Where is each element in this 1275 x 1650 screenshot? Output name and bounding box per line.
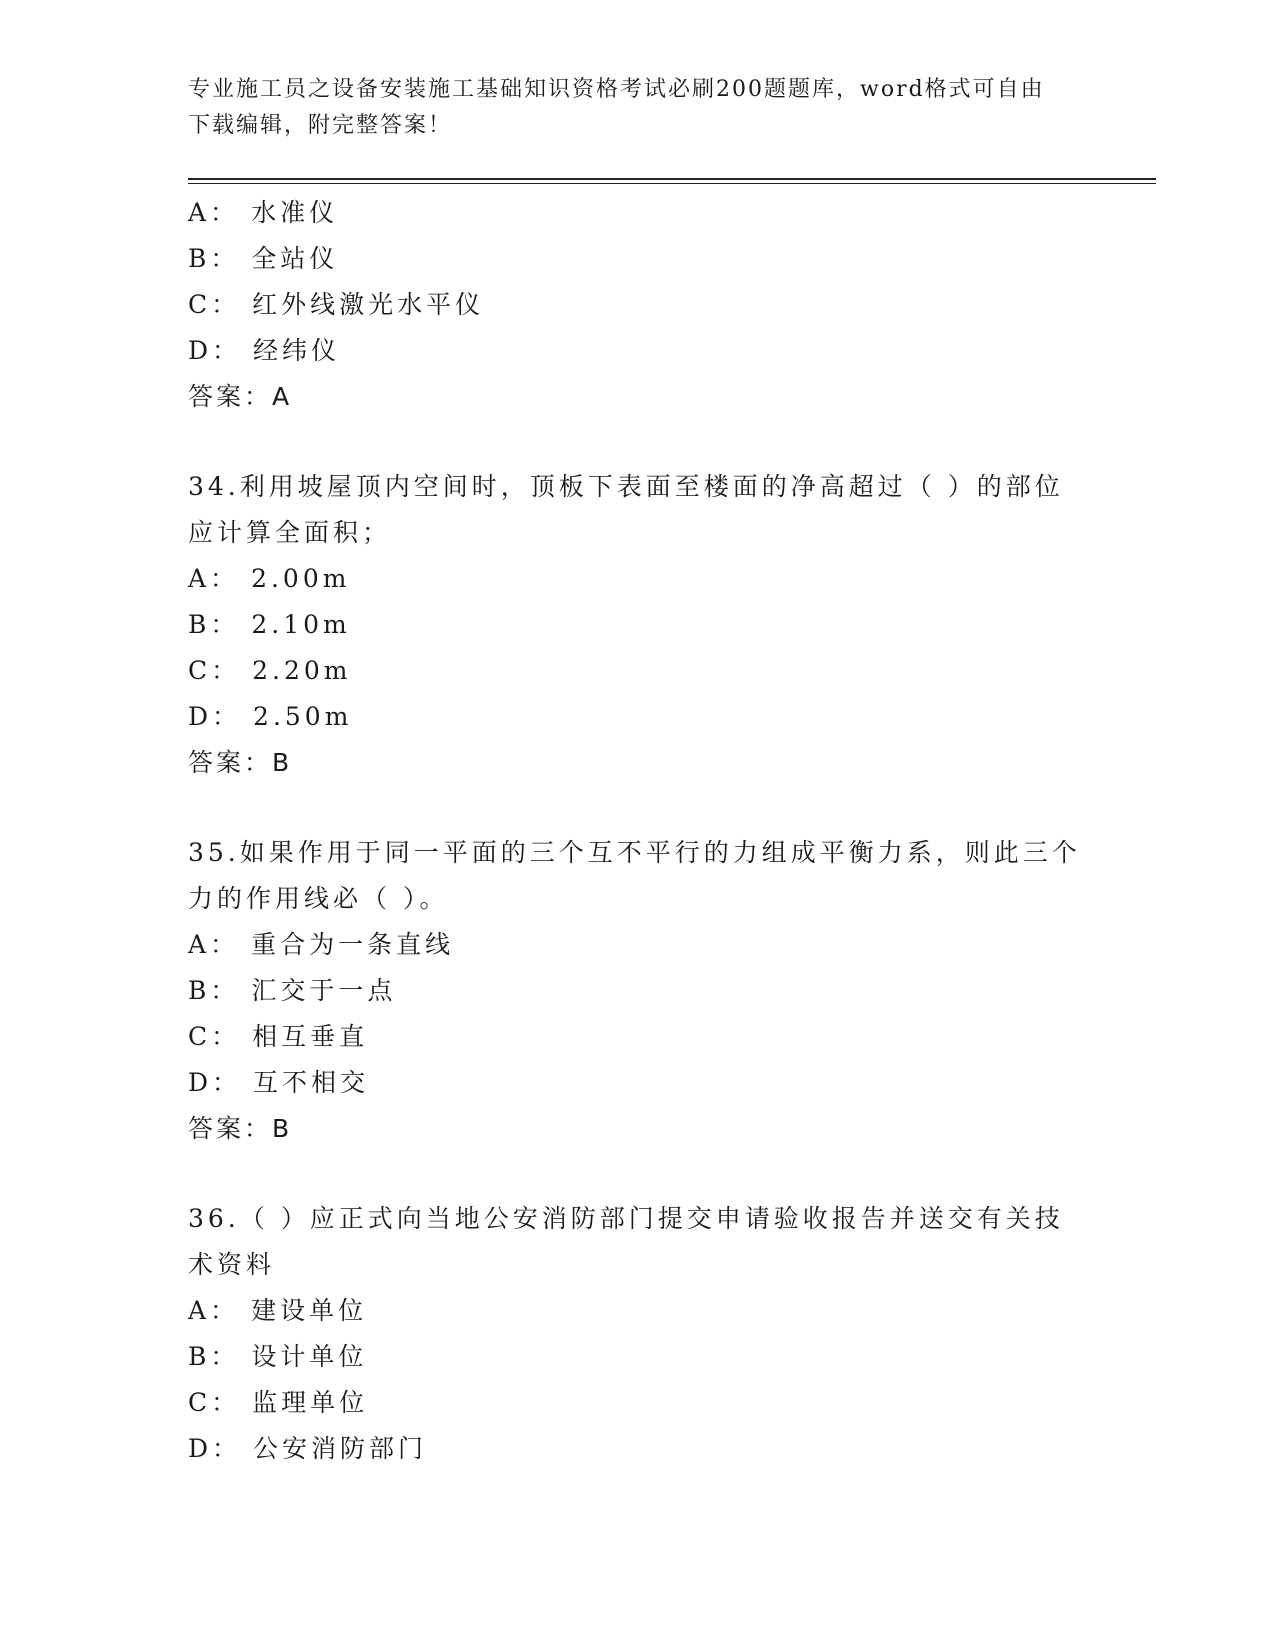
option-d: D： 公安消防部门 [188, 1434, 428, 1463]
option-a: A： 建设单位 [188, 1296, 368, 1325]
option-b: B： 汇交于一点 [188, 976, 397, 1005]
answer-34: 答案：B [188, 748, 293, 777]
question-36-block [188, 1196, 1088, 1472]
option-d: D： 经纬仪 [188, 336, 341, 365]
document-header: 专业施工员之设备安装施工基础知识资格考试必刷200题题库，word格式可自由下载编辑，附完整答案！ [188, 77, 1045, 138]
option-c: C： 相互垂直 [188, 1022, 369, 1051]
option-d: D： 互不相交 [188, 1068, 370, 1097]
question-35-block [188, 830, 1088, 1152]
option-c: C： 监理单位 [188, 1388, 369, 1417]
option-a: A： 2.00m [188, 564, 351, 593]
question-34-text: 34.利用坡屋顶内空间时，顶板下表面至楼面的净高超过（ ）的部位应计算全面积； [188, 472, 1064, 547]
option-b: B： 全站仪 [188, 244, 339, 273]
question-33-block [188, 190, 1088, 420]
question-35-text: 35.如果作用于同一平面的三个互不平行的力组成平衡力系，则此三个力的作用线必（ ）。 [188, 838, 1081, 913]
option-c: C： 红外线激光水平仪 [188, 290, 485, 319]
answer-33: 答案：A [188, 382, 293, 411]
option-b: B： 设计单位 [188, 1342, 368, 1371]
answer-35: 答案：B [188, 1114, 293, 1143]
option-a: A： 水准仪 [188, 198, 339, 227]
option-a: A： 重合为一条直线 [188, 930, 455, 959]
question-34-block [188, 464, 1088, 786]
question-36-text: 36.（ ）应正式向当地公安消防部门提交申请验收报告并送交有关技术资料 [188, 1204, 1064, 1279]
header-rule-thick [188, 178, 1156, 180]
question-content [188, 190, 1088, 1472]
option-c: C： 2.20m [188, 656, 352, 685]
header-rule-thin [188, 183, 1156, 184]
option-d: D： 2.50m [188, 702, 353, 731]
option-b: B： 2.10m [188, 610, 351, 639]
